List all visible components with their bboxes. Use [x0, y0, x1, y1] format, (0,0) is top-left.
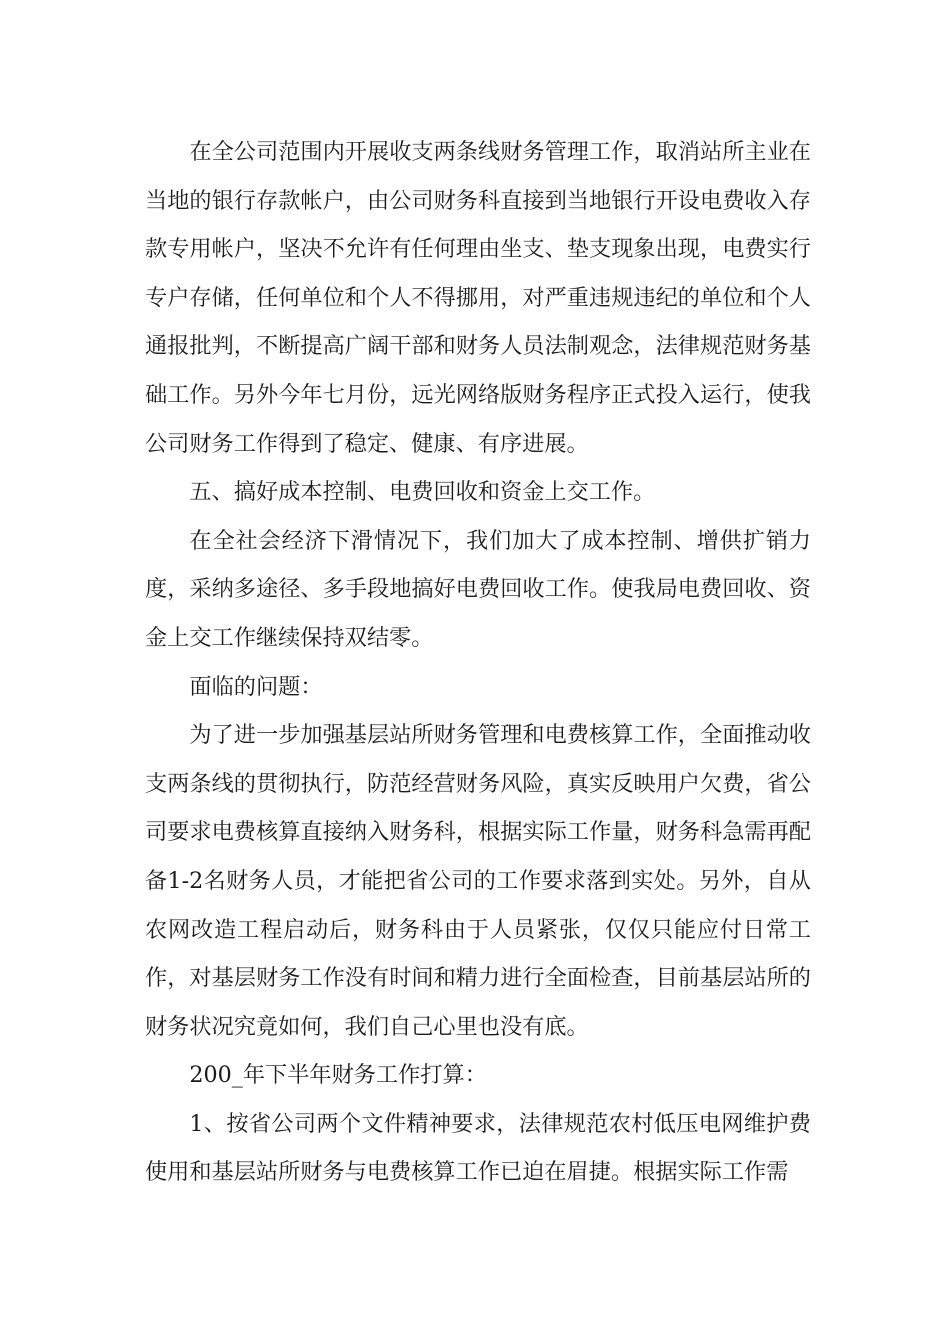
paragraph-cost-control: 在全社会经济下滑情况下，我们加大了成本控制、增供扩销力度，采纳多途径、多手段地搞好电费回收工作。使我局电费回收、资金上交工作继续保持双结零。: [145, 527, 811, 651]
section-heading-problems: 面临的问题：: [189, 673, 323, 700]
document-body: [145, 128, 811, 1197]
section-heading-cost-control: 五、搞好成本控制、电费回收和资金上交工作。: [189, 479, 656, 506]
paragraph-plan-item-1: 1、按省公司两个文件精神要求，法律规范农村低压电网维护费使用和基层站所财务与电费核算工作已迫在眉捷。根据实际工作需: [145, 1110, 811, 1186]
section-heading-plan: 200_年下半年财务工作打算：: [189, 1062, 487, 1089]
paragraph-problems: 为了进一步加强基层站所财务管理和电费核算工作，全面推动收支两条线的贯彻执行，防范经营财务风险，真实反映用户欠费，省公司要求电费核算直接纳入财务科，根据实际工作量，财务科急需再配备1-2名财务人员，才能把省公司的工作要求落到实处。另外，自从农网改造工程启动后，财务科由于人员紧张，仅仅只能应付日常工作，对基层财务工作没有时间和精力进行全面检查，目前基层站所的财务状况究竟如何，我们自己心里也没有底。: [145, 722, 811, 1040]
paragraph-finance-management: 在全公司范围内开展收支两条线财务管理工作，取消站所主业在当地的银行存款帐户，由公司财务科直接到当地银行开设电费收入存款专用帐户，坚决不允许有任何理由坐支、垫支现象出现，电费实行专户存储，任何单位和个人不得挪用，对严重违规违纪的单位和个人通报批判，不断提高广阔干部和财务人员法制观念，法律规范财务基础工作。另外今年七月份，远光网络版财务程序正式投入运行，使我公司财务工作得到了稳定、健康、有序进展。: [145, 139, 811, 457]
